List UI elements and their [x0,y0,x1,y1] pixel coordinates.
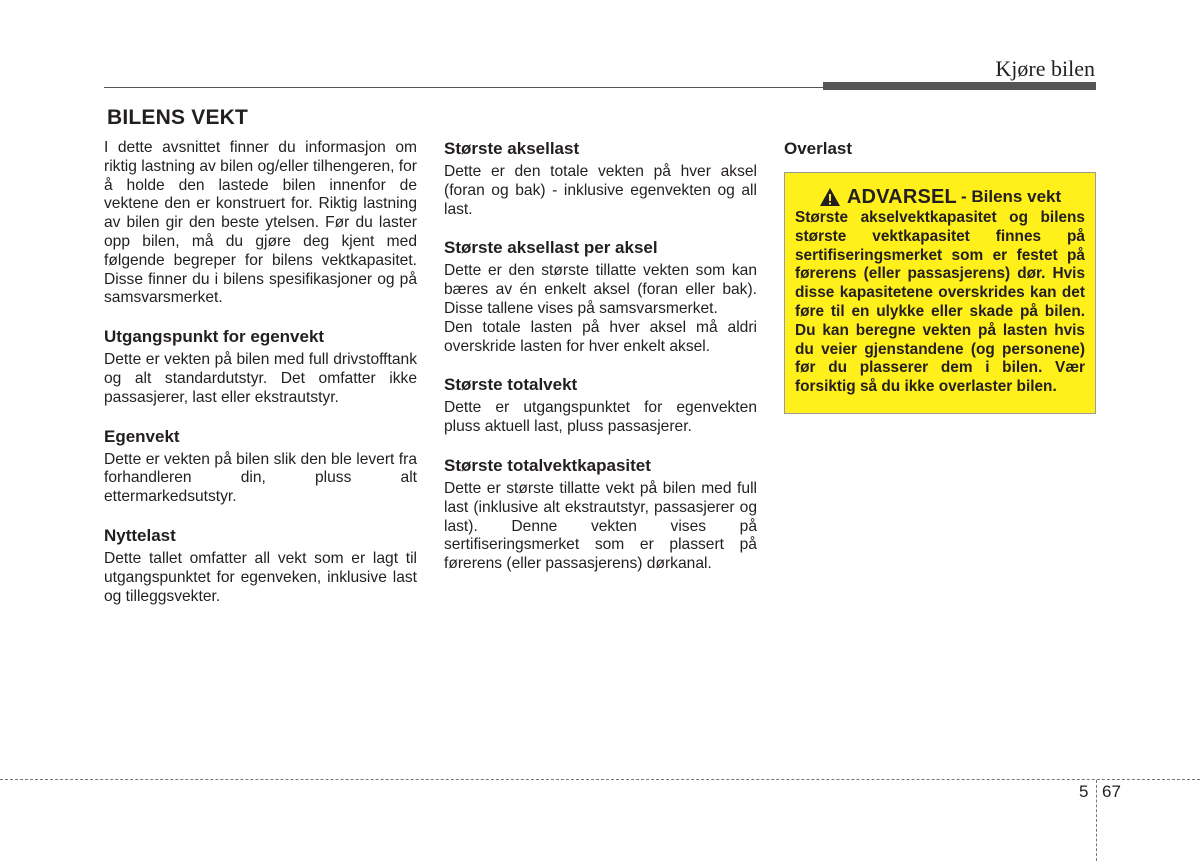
heading-max-total-weight-capacity: Største totalvektkapasitet [444,455,651,475]
column-middle [444,139,757,574]
warning-header [795,187,1085,207]
warning-label: ADVARSEL [846,185,957,208]
warning-triangle-icon [819,187,841,207]
column-left [104,139,417,606]
heading-curb-weight-base: Utgangspunkt for egenvekt [104,327,325,347]
heading-max-axle-load: Største aksellast [444,139,580,158]
column-right [784,139,1096,414]
footer-dashed-rule [0,779,1200,780]
chapter-number: 5 [1079,782,1089,801]
page-number: 67 [1102,782,1121,801]
paragraph-payload: Dette tallet omfatter all vekt som er lagt til utgangspunktet for egenveken, inklusive last og tilleggsvekter. [104,549,417,605]
warning-subtitle: - Bilens vekt [960,186,1062,206]
heading-overload: Overlast [784,139,853,158]
intro-paragraph: I dette avsnittet finner du informasjon om riktig lastning av bilen og/eller tilhengeren, for å holde den lastede bilen innenfor de vektene den er konstruert for. Riktig lastning av bilen gir den beste ytelsen. Før du laster opp bilen, må du gjøre deg kjent med følgende begreper for bilens vektkapasitet. Disse finner du i bilens spesifikasjoner og på samsvarsmerket. [104,139,417,307]
warning-box [784,172,1096,414]
warning-text: Største akselvektkapasitet og bilens største vektkapasitet finnes på sertifiseringsmerket som er festet på førerens (eller passasjerens) dør. Hvis disse kapasitetene overskrides kan det føre til en ulykke eller skade på bilen. Du kan beregne vekten på lasten hvis du veier gjenstandene (og personene) før du plasserer dem i bilen. Vær forsiktig så du ikke overlaster bilen. [795,209,1085,396]
heading-curb-weight: Egenvekt [104,426,180,446]
paragraph-curb-weight-base: Dette er vekten på bilen med full drivstofftank og alt standardutstyr. Det omfatter ikke passasjerer, last eller ekstrautstyr. [104,351,417,406]
header-rule-accent [823,82,1096,90]
paragraph-max-total-weight: Dette er utgangspunktet for egenvekten pluss aktuell last, pluss passasjerer. [444,399,757,436]
paragraph-max-total-weight-capacity: Dette er største tillatte vekt på bilen med full last (inklusive alt ekstrautstyr, passasjerer og last). Denne vekten vises på sertifiseringsmerket som er plassert på førerens (eller passasjerens) dørkanal. [444,479,757,573]
paragraph-max-axle-load: Dette er den totale vekten på hver aksel (foran og bak) - inklusive egenvekten og all last. [444,163,757,218]
section-title: BILENS VEKT [107,106,249,129]
heading-payload: Nyttelast [104,525,176,545]
footer-dashed-divider [1096,780,1097,861]
paragraph-axle-load-limit: Den totale lasten på hver aksel må aldri overskride lasten for hver enkelt aksel. [444,318,757,355]
chapter-header-title: Kjøre bilen [995,56,1095,81]
paragraph-curb-weight: Dette er vekten på bilen slik den ble levert fra forhandleren din, pluss alt ettermarkedsutstyr. [104,450,417,506]
paragraph-max-load-per-axle: Dette er den største tillatte vekten som kan bæres av én enkelt aksel (foran eller bak). Disse tallene vises på samsvarsmerket. [444,262,757,317]
heading-max-total-weight: Største totalvekt [444,375,578,395]
heading-max-load-per-axle: Største aksellast per aksel [444,238,658,258]
